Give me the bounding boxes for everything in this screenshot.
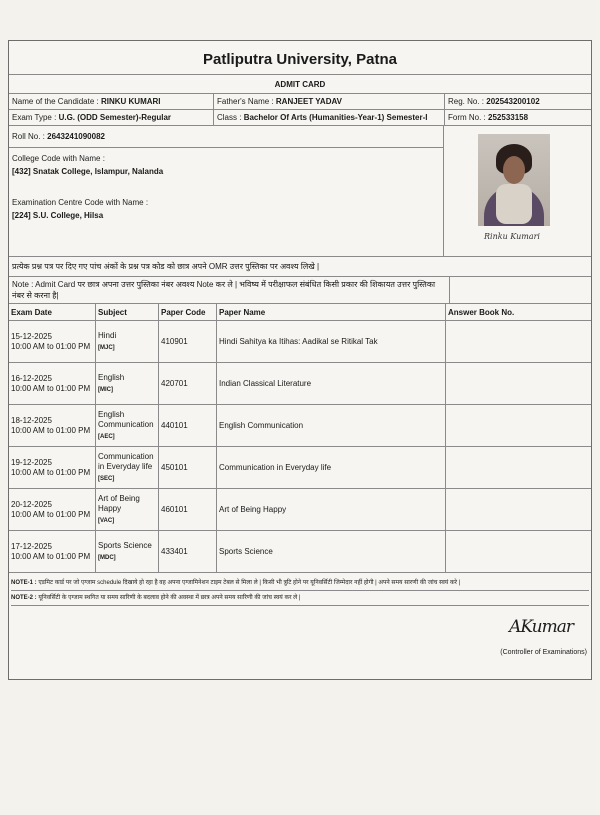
paper-code-cell: 433401	[159, 531, 217, 573]
paper-name-cell: Hindi Sahitya ka Itihas: Aadikal se Ritikal Tak	[217, 321, 446, 363]
class-cell	[214, 110, 445, 125]
centre-block	[9, 180, 443, 224]
paper-name-cell: Indian Classical Literature	[217, 363, 446, 405]
reg-no-cell	[445, 94, 591, 109]
paper-name-cell: Communication in Everyday life	[217, 447, 446, 489]
father-name-label: Father's Name :	[217, 97, 274, 106]
table-row	[9, 321, 591, 363]
header-answer-book: Answer Book No.	[446, 304, 592, 321]
class-label: Class :	[217, 113, 242, 122]
paper-code-cell: 420701	[159, 363, 217, 405]
notes-section	[9, 573, 591, 609]
candidate-name: RINKU KUMARI	[100, 97, 161, 106]
candidate-signature: Rinku Kumari	[484, 232, 540, 241]
college-label: College Code with Name :	[12, 154, 105, 163]
candidate-name-label: Name of the Candidate :	[12, 97, 99, 106]
centre-label: Examination Centre Code with Name :	[12, 198, 149, 207]
exam-type-label: Exam Type :	[12, 113, 57, 122]
header-paper-code: Paper Code	[159, 304, 217, 321]
footer	[9, 609, 591, 679]
form-no-cell	[445, 110, 591, 125]
omr-instruction: प्रत्येक प्रश्न पत्र पर दिए गए पांच अंकों के प्रश्न पत्र कोड को छात्र अपने OMR उत्तर पुस्तिका पर अवश्य लिखे |	[9, 257, 591, 277]
header-paper-name: Paper Name	[217, 304, 446, 321]
subject-cell: Hindi [MJC]	[96, 321, 159, 363]
table-row	[9, 447, 591, 489]
roll-no: 2643241090082	[47, 132, 105, 141]
paper-code-cell: 410901	[159, 321, 217, 363]
exam-date-cell: 16-12-2025 10:00 AM to 01:00 PM	[9, 363, 96, 405]
college-name: [432] Snatak College, Islampur, Nalanda	[12, 167, 164, 176]
subject-cell: Communication in Everyday life [SEC]	[96, 447, 159, 489]
subject-cell: Art of Being Happy [VAC]	[96, 489, 159, 531]
class-value: Bachelor Of Arts (Humanities-Year-1) Semester-I	[243, 113, 428, 122]
paper-name-cell: English Communication	[217, 405, 446, 447]
exam-type: U.G. (ODD Semester)-Regular	[58, 113, 172, 122]
answer-book-cell	[446, 489, 592, 531]
answer-book-cell	[446, 531, 592, 573]
paper-code-cell: 450101	[159, 447, 217, 489]
university-title: Patliputra University, Patna	[9, 41, 591, 75]
exam-schedule-table	[9, 304, 591, 573]
exam-date-cell: 17-12-2025 10:00 AM to 01:00 PM	[9, 531, 96, 573]
admit-note: Note : Admit Card पर छात्र अपना उत्तर पुस्तिका नंबर अवश्य Note कर ले | भविष्य में परीक्षाफल संबंधित किसी प्रकार की शिकायत उत्तर पुस्तिका नंबर से करना है|	[9, 277, 450, 303]
form-no: 252533158	[488, 113, 529, 122]
table-row	[9, 489, 591, 531]
answer-book-cell	[446, 405, 592, 447]
exam-date-cell: 20-12-2025 10:00 AM to 01:00 PM	[9, 489, 96, 531]
subject-cell: English [MIC]	[96, 363, 159, 405]
controller-title: (Controller of Examinations)	[500, 649, 587, 656]
paper-name-cell: Sports Science	[217, 531, 446, 573]
roll-no-label: Roll No. :	[12, 132, 45, 141]
answer-book-cell	[446, 321, 592, 363]
table-row	[9, 363, 591, 405]
candidate-details	[9, 126, 591, 257]
info-row-1	[9, 94, 591, 110]
exam-date-cell: 15-12-2025 10:00 AM to 01:00 PM	[9, 321, 96, 363]
father-name: RANJEET YADAV	[275, 97, 342, 106]
info-row-2	[9, 110, 591, 126]
note-1: NOTE-1 : एडमिट कार्ड पर जो एग्जाम schedule दिखाये हो रहा है वह अपना एग्जामिनेशन टाइम टेबल से मिला ले | किसी भी त्रुटि होने पर यूनिवर्सिटी जिम्मेदार नहीं होगी | अपने समय सारणी की जांच स्वयं करे |	[11, 576, 589, 591]
answer-book-cell	[446, 363, 592, 405]
subject-cell: Sports Science [MDC]	[96, 531, 159, 573]
college-details	[9, 126, 444, 256]
table-row	[9, 405, 591, 447]
header-subject: Subject	[96, 304, 159, 321]
answer-book-cell	[446, 447, 592, 489]
header-exam-date: Exam Date	[9, 304, 96, 321]
form-no-label: Form No. :	[448, 113, 486, 122]
table-header-row	[9, 304, 591, 321]
subject-cell: English Communication [AEC]	[96, 405, 159, 447]
controller-signature: AKumar	[509, 617, 573, 637]
card-title: ADMIT CARD	[9, 75, 591, 94]
roll-no-cell	[9, 126, 443, 148]
father-name-cell	[214, 94, 445, 109]
note-2: NOTE-2 : यूनिवर्सिटी के एग्जाम स्थगित या समय सारिणी के बदलाव होने की अवस्था में छात्र अपने समय सारिणी की जांच स्वयं कर ले |	[11, 591, 589, 606]
admit-card	[8, 40, 592, 680]
centre-name: [224] S.U. College, Hilsa	[12, 211, 104, 220]
candidate-photo	[478, 134, 550, 226]
photo-area	[444, 126, 591, 256]
exam-type-cell	[9, 110, 214, 125]
candidate-name-cell	[9, 94, 214, 109]
admit-note-row	[9, 277, 591, 304]
reg-no-label: Reg. No. :	[448, 97, 485, 106]
paper-code-cell: 440101	[159, 405, 217, 447]
table-row	[9, 531, 591, 573]
paper-code-cell: 460101	[159, 489, 217, 531]
exam-date-cell: 18-12-2025 10:00 AM to 01:00 PM	[9, 405, 96, 447]
exam-date-cell: 19-12-2025 10:00 AM to 01:00 PM	[9, 447, 96, 489]
college-block	[9, 148, 443, 180]
paper-name-cell: Art of Being Happy	[217, 489, 446, 531]
reg-no: 202543200102	[486, 97, 540, 106]
